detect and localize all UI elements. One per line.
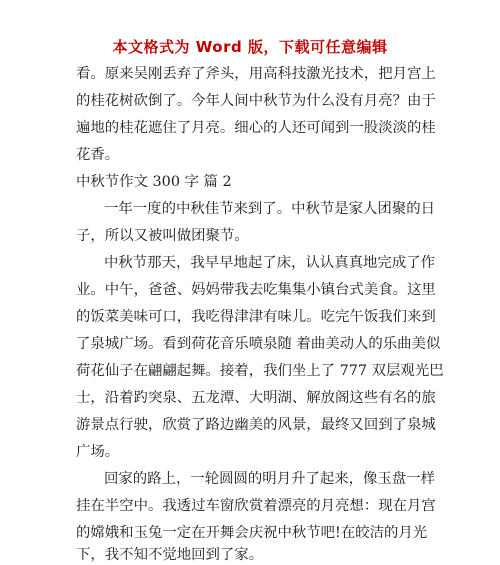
paragraph-line: 的嫦娥和玉兔一定在开舞会庆祝中秋节吧!在皎洁的月光 <box>76 525 428 541</box>
paragraph-line: 中秋节那天，我早早地起了床，认认真真地完成了作 <box>104 255 435 271</box>
paragraph-line: 看。原来吴刚丢弃了斧头，用高科技激光技术，把月宫上 <box>76 66 436 82</box>
document-header: 本文格式为 Word 版，下载可任意编辑 <box>112 38 388 56</box>
paragraph-line: 花香。 <box>76 147 120 163</box>
paragraph-line: 了泉城广场。看到荷花音乐喷泉随 着曲美动人的乐曲美似 <box>76 336 441 352</box>
section-heading: 中秋节作文 300 字 篇 2 <box>76 174 232 190</box>
paragraph-line: 遍地的桂花遮住了月亮。细心的人还可闻到一股淡淡的桂 <box>76 120 436 136</box>
paragraph-line: 一年一度的中秋佳节来到了。中秋节是家人团聚的日 <box>104 201 435 217</box>
paragraph-line: 的桂花树砍倒了。今年人间中秋节为什么没有月亮？由于 <box>76 93 436 109</box>
paragraph-line: 下，我不知不觉地回到了家。 <box>76 547 264 563</box>
paragraph-line: 士，沿着趵突泉、五龙潭、大明湖、解放阁这些有名的旅 <box>76 390 436 406</box>
paragraph-line: 荷花仙子在翩翩起舞。接着，我们坐上了 777 双层观光巴 <box>76 363 444 379</box>
paragraph-line: 游景点行驶，欣赏了路边幽美的风景，最终又回到了泉城 <box>76 417 436 433</box>
paragraph-line: 回家的路上，一轮圆圆的明月升了起来，像玉盘一样 <box>104 471 435 487</box>
paragraph-line: 广场。 <box>76 444 120 460</box>
paragraph-line: 子，所以又被叫做团聚节。 <box>76 228 249 244</box>
paragraph-line: 业。中午，爸爸、妈妈带我去吃集集小镇台式美食。这里 <box>76 282 436 298</box>
paragraph-line: 的饭菜美味可口，我吃得津津有味儿。吃完午饭我们来到 <box>76 309 436 325</box>
paragraph-line: 挂在半空中。我透过车窗欣赏着漂亮的月亮想：现在月宫 <box>76 498 436 514</box>
